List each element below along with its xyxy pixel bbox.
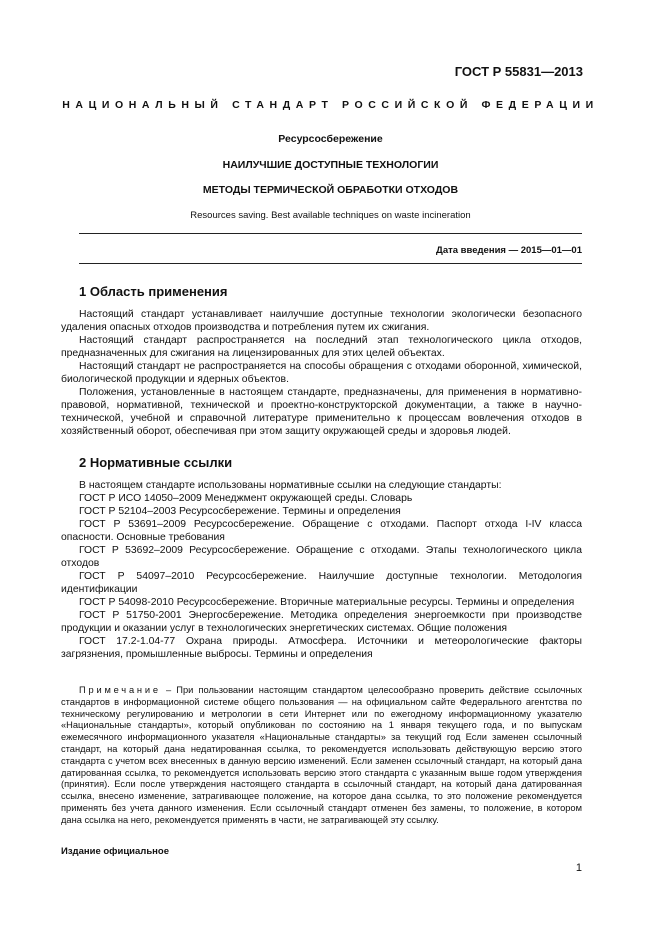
reference-item: ГОСТ Р 51750-2001 Энергосбережение. Методика определения энергоемкости при производстве продукции и оказании услуг в технологических энергетических системах. Общие положения <box>61 610 582 634</box>
reference-item: ГОСТ Р 52104–2003 Ресурсосбережение. Термины и определения <box>79 506 401 517</box>
note-label: Примечание <box>79 685 161 695</box>
section-2-heading: 2 Нормативные ссылки <box>79 455 233 470</box>
reference-item: ГОСТ Р 53691–2009 Ресурсосбережение. Обращение с отходами. Паспорт отхода I-IV класса опасности. Основные требования <box>61 519 582 543</box>
series-title: Ресурсосбережение <box>278 133 383 145</box>
reference-item: ГОСТ Р 53692–2009 Ресурсосбережение. Обращение с отходами. Этапы технологического цикла отходов <box>61 545 582 569</box>
section-1-paragraph: Положения, установленные в настоящем стандарте, предназначены, для применения в нормативно-правовой, нормативной, технической и проектно-конструкторской документации, а также в научно-технической, учебной и справочной литературе применительно к процессам вовлечения отходов в хозяйственный оборот, обеспечивая при этом защиту окружающей среды и здоровья людей. <box>61 387 582 437</box>
top-divider <box>79 233 582 234</box>
section-1-heading: 1 Область применения <box>79 284 228 299</box>
introduction-date: Дата введения — 2015—01—01 <box>436 245 582 256</box>
standard-code: ГОСТ Р 55831—2013 <box>454 64 583 79</box>
bottom-divider <box>79 263 582 264</box>
sub-title: МЕТОДЫ ТЕРМИЧЕСКОЙ ОБРАБОТКИ ОТХОДОВ <box>202 184 459 196</box>
edition-label: Издание официальное <box>61 846 169 857</box>
section-1-paragraph: Настоящий стандарт устанавливает наилучшие доступные технологии экологически безопасного удаления опасных отходов производства и потребления путем их сжигания. <box>61 309 582 333</box>
references-note <box>61 685 582 827</box>
reference-item: ГОСТ Р ИСО 14050–2009 Менеджмент окружающей среды. Словарь <box>79 493 413 504</box>
section-1-paragraph: Настоящий стандарт распространяется на последний этап технологического цикла отходов, предназначенных для сжигания на лицензированных для этих целей объектах. <box>61 335 582 359</box>
main-title: НАИЛУЧШИЕ ДОСТУПНЫЕ ТЕХНОЛОГИИ <box>222 159 439 171</box>
page-number: 1 <box>575 862 582 874</box>
references-intro: В настоящем стандарте использованы нормативные ссылки на следующие стандарты: <box>79 480 502 491</box>
national-standard-title: НАЦИОНАЛЬНЫЙ СТАНДАРТ РОССИЙСКОЙ ФЕДЕРАЦИИ <box>62 99 599 111</box>
normative-references-list <box>61 479 582 661</box>
english-title: Resources saving. Best available techniques on waste incineration <box>190 210 471 221</box>
reference-item: ГОСТ 17.2-1.04-77 Охрана природы. Атмосфера. Источники и метеорологические факторы загрязнения, промышленные выбросы. Термины и определения <box>61 636 582 660</box>
section-1-paragraph: Настоящий стандарт не распространяется на способы обращения с отходами оборонной, химической, биологической продукции и ядерных объектов. <box>61 361 582 385</box>
reference-item: ГОСТ Р 54098-2010 Ресурсосбережение. Вторичные материальные ресурсы. Термины и определения <box>79 597 575 608</box>
note-text: – При пользовании настоящим стандартом целесообразно проверить действие ссылочных стандартов в информационной системе общего пользования — на официальном сайте Федерального агентства по техническому регулированию и метрологии в сети Интернет или по ежегодному информационному указателю «Национальные стандарты», который опубликован по состоянию на 1 января текущего года, и по выпускам ежемесячного информационного указателя «Национальные стандарты» за текущий год Если заменен ссылочный стандарт, на который дана недатированная ссылка, то рекомендуется использовать действующую версию этого стандарта с учетом всех внесенных в данную версию изменений. Если заменен ссылочный стандарт, на который дана датированная ссылка, то рекомендуется использовать версию этого стандарта с указанным выше годом утверждения (принятия). Если после утверждения настоящего стандарта в ссылочный стандарт, на который дана датированная ссылка, внесено изменение, затрагивающее положение, на которое дана ссылка, то это положение рекомендуется применять без учета данного изменения. Если ссылочный стандарт отменен без замены, то положение, в котором дана ссылка на него, рекомендуется применять в части, не затрагивающей эту ссылку. <box>61 685 582 825</box>
reference-item: ГОСТ Р 54097–2010 Ресурсосбережение. Наилучшие доступные технологии. Методология идентификации <box>61 571 582 595</box>
